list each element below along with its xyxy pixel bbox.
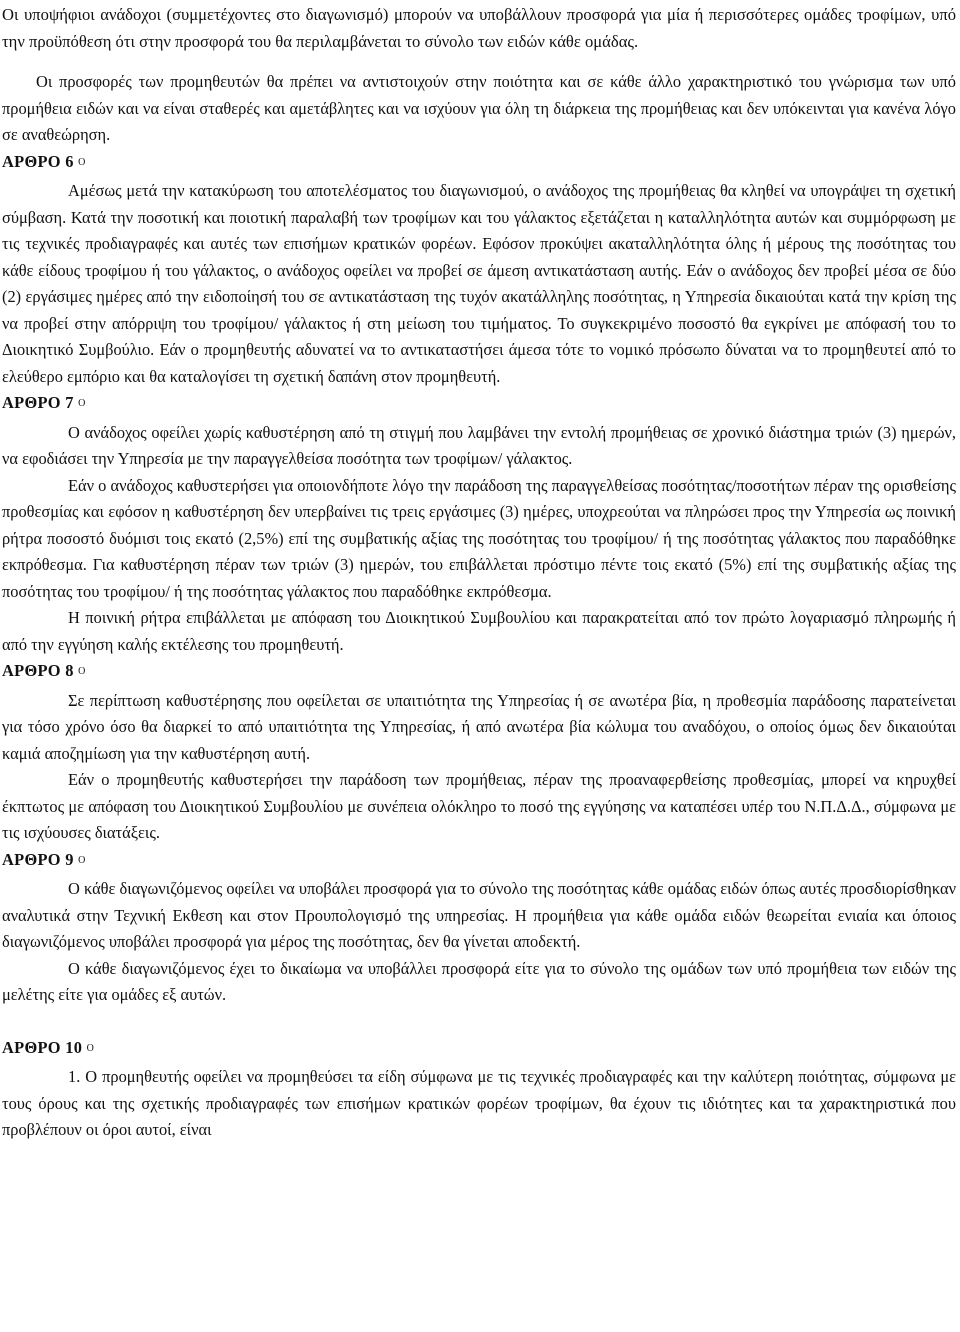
article-6-heading — [2, 149, 956, 179]
article-6-ordinal: Ο — [78, 156, 86, 168]
article-9-ordinal: Ο — [78, 854, 86, 866]
intro-paragraph-offers: Οι προσφορές των προμηθευτών θα πρέπει να αντιστοιχούν στην ποιότητα και σε κάθε άλλο χαρακτηριστικό του γνώρισμα των υπό προμήθεια ειδών και να είναι σταθερές και αμετάβλητες και να ισχύουν για όλη τη διάρκεια της προμήθειας και δεν υπόκεινται για κανένα λόγο σε αναθεώρηση. — [2, 72, 956, 144]
article-10-heading — [2, 1035, 956, 1065]
article-8-paragraph-2: Εάν ο προμηθευτής καθυστερήσει την παράδοση των προμήθειας, πέραν της προαναφερθείσης προθεσμίας, μπορεί να κηρυχθεί έκπτωτος με απόφαση του Διοικητικού Συμβουλίου με συνέπεια ολόκληρο το ποσό της εγγύησης να καταπέσει υπέρ του Ν.Π.Δ.Δ., σύμφωνα με τις ισχύουσες διατάξεις. — [2, 770, 956, 842]
article-6-title: ΑΡΘΡΟ 6 — [2, 151, 74, 171]
article-6-paragraph-1: Αμέσως μετά την κατακύρωση του αποτελέσματος του διαγωνισμού, ο ανάδοχος της προμήθειας θα κληθεί να υπογράψει τη σχετική σύμβαση. Κατά την ποσοτική και ποιοτική παραλαβή των τροφίμων και του γάλακτος εξετάζεται η καταλληλότητα αυτών και συμμόρφωση με τις τεχνικές προδιαγραφές και αυτές των επισήμων κρατικών φορέων. Εφόσον προκύψει ακαταλληλότητα όλης ή μέρους της ποσότητας του κάθε είδους τροφίμου ή του γάλακτος, ο ανάδοχος οφείλει να προβεί σε άμεση αντικατάσταση αυτής. Εάν ο ανάδοχος δεν προβεί μέσα σε δύο (2) εργάσιμες ημέρες από την ειδοποίησή του σε αντικατάσταση της τυχόν ακατάλληλης ποσότητας, η Υπηρεσία δικαιούται κατά την κρίση της να προβεί στην απόρριψη του τροφίμου/ γάλακτος ή στη μείωση του τιμήματος. Το συγκεκριμένο ποσοστό θα εγκρίνει με απόφασή του το Διοικητικό Συμβούλιο. Εάν ο προμηθευτής αδυνατεί να το αντικαταστήσει άμεσα τότε το νομικό πρόσωπο δύναται να το προμηθευτεί από το ελεύθερο εμπόριο και θα καταλογίσει τη σχετική δαπάνη στον προμηθευτή. — [2, 181, 956, 386]
article-7-paragraph-3: Η ποινική ρήτρα επιβάλλεται με απόφαση του Διοικητικού Συμβουλίου και παρακρατείται από τον πρώτο λογαριασμό πληρωμής ή από την εγγύηση καλής εκτέλεσης του προμηθευτή. — [2, 608, 956, 654]
article-7-title: ΑΡΘΡΟ 7 — [2, 393, 74, 412]
article-10-paragraph-1: 1. Ο προμηθευτής οφείλει να προμηθεύσει τα είδη σύμφωνα με τις τεχνικές προδιαγραφές και την καλύτερη ποιότητας, σύμφωνα με τους όρους και της σχετικής προδιαγραφές των επισήμων κρατικών φορέων τροφίμων, θα έχουν τις ιδιότητες και τα χαρακτηριστικά που προβλέπουν οι όροι αυτοί, είναι — [2, 1067, 956, 1139]
article-7-heading — [2, 390, 956, 420]
article-8-title: ΑΡΘΡΟ 8 — [2, 661, 74, 680]
article-7-paragraph-2: Εάν ο ανάδοχος καθυστερήσει για οποιονδήποτε λόγο την παράδοση της παραγγελθείσας ποσότητας/ποσοτήτων πέραν της ορισθείσης προθεσμίας και εφόσον η καθυστέρηση δεν υπερβαίνει τις τρεις εργάσιμες (3) ημέρες, υποχρεούται να πληρώσει προς την Υπηρεσία ως ποινική ρήτρα ποσοστό δυόμισι τοις εκατό (2,5%) επί της συμβατικής αξίας της ποσότητας του τροφίμου/ ή της ποσότητας γάλακτος που παραδόθηκε εκπρόθεσμα. Για καθυστέρηση πέραν των τριών (3) ημερών, του επιβάλλεται πρόστιμο πέντε τοις εκατό (5%) επί της συμβατικής αξίας της ποσότητας του τροφίμου/ ή της ποσότητας γάλακτος που παραδόθηκε εκπρόθεσμα. — [2, 475, 956, 601]
intro-paragraph-bold: Οι υποψήφιοι ανάδοχοι (συμμετέχοντες στο διαγωνισμό) μπορούν να υποβάλλουν προσφορά για μία ή περισσότερες ομάδες τροφίμων, υπό την προϋπόθεση ότι στην προσφορά του θα περιλαμβάνεται το σύνολο των ειδών κάθε ομάδας. — [2, 5, 956, 51]
article-7-ordinal: Ο — [78, 398, 86, 409]
article-10-ordinal: Ο — [86, 1042, 95, 1054]
article-9-paragraph-1: Ο κάθε διαγωνιζόμενος οφείλει να υποβάλει προσφορά για το σύνολο της ποσότητας κάθε ομάδας ειδών όπως αυτές προσδιορίσθηκαν αναλυτικά στην Τεχνική Εκθεση και στον Προυπολογισμό της υπηρεσίας. Η προμήθεια για κάθε ομάδα ειδών θεωρείται ενιαία και όποιος διαγωνιζόμενος υποβάλει προσφορά για μέρος της ποσότητας, δεν θα γίνεται αποδεκτή. — [2, 879, 956, 951]
article-8-paragraph-1: Σε περίπτωση καθυστέρησης που οφείλεται σε υπαιτιότητα της Υπηρεσίας ή σε ανωτέρα βία, η προθεσμία παράδοσης παρατείνεται για τόσο χρόνο όσο θα διαρκεί το από υπαιτιότητα της Υπηρεσίας, ή από ανωτέρα βία κώλυμα του αναδόχου, ο οποίος όμως δεν δικαιούται καμιά αποζημίωση για την καθυστέρηση αυτή. — [2, 690, 956, 763]
article-9-title: ΑΡΘΡΟ 9 — [2, 849, 74, 869]
article-9-paragraph-2: Ο κάθε διαγωνιζόμενος έχει το δικαίωμα να υποβάλλει προσφορά είτε για το σύνολο της ομάδων των υπό προμήθεια των ειδών της μελέτης είτε για ομάδες εξ αυτών. — [2, 958, 956, 1004]
article-9-heading — [2, 847, 956, 877]
spacer — [2, 1009, 956, 1035]
article-7-paragraph-1: Ο ανάδοχος οφείλει χωρίς καθυστέρηση από τη στιγμή που λαμβάνει την εντολή προμήθειας σε χρονικό διάστημα τριών (3) ημερών, να εφοδιάσει την Υπηρεσία με την παραγγελθείσα ποσότητα των τροφίμων/ γάλακτος. — [2, 422, 956, 468]
article-8-heading — [2, 658, 956, 688]
article-8-ordinal: Ο — [78, 666, 86, 677]
article-10-title: ΑΡΘΡΟ 10 — [2, 1037, 83, 1057]
